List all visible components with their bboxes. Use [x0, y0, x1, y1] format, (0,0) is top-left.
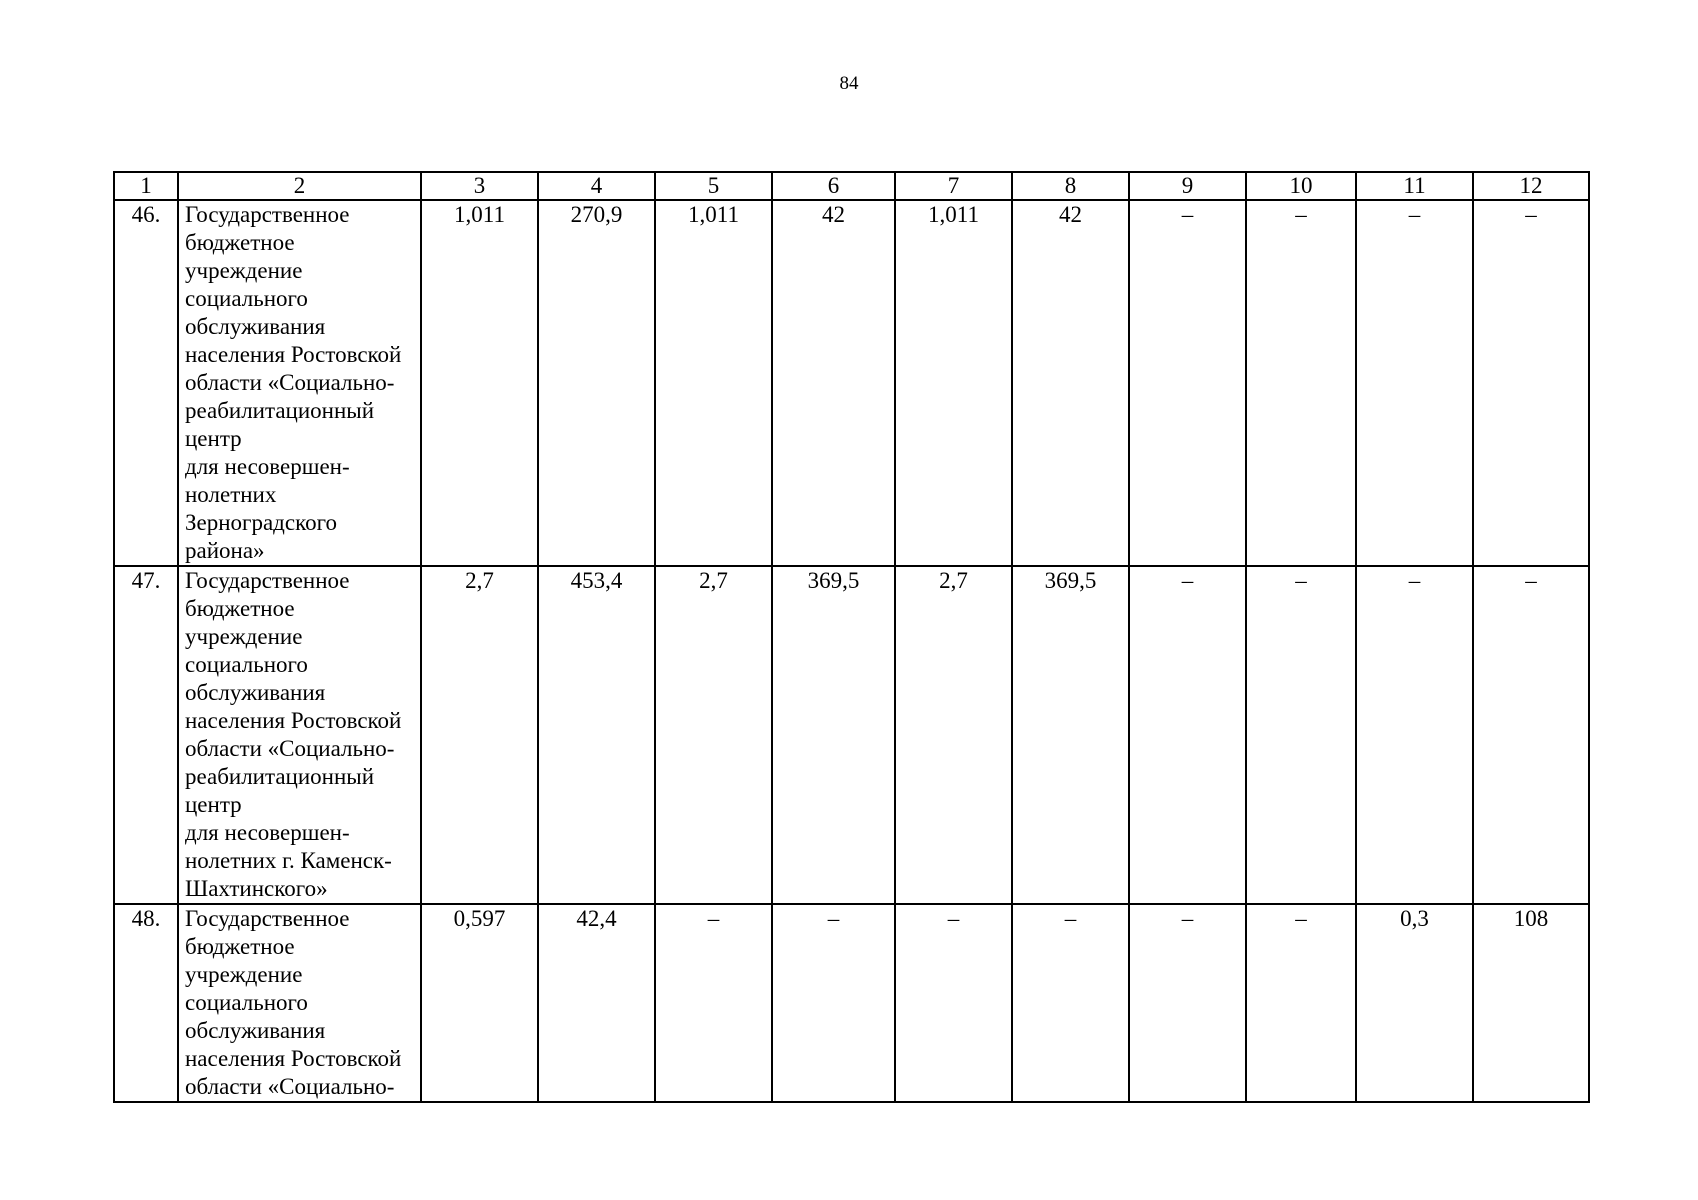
- institution-name-line: реабилитационный: [185, 398, 375, 423]
- value-cell-col-9: –: [1129, 566, 1246, 904]
- value-cell-col-6: 42: [772, 200, 895, 566]
- institution-name-line: нолетних г. Каменск-: [185, 848, 392, 873]
- value-cell-col-8: 42: [1012, 200, 1129, 566]
- institution-name-line: центр: [185, 426, 242, 451]
- institution-name-line: социального: [185, 286, 308, 311]
- value-cell-col-12: –: [1473, 200, 1589, 566]
- institution-name-line: Шахтинского»: [185, 876, 328, 901]
- value-cell-col-7: –: [895, 904, 1012, 1102]
- institution-name-line: социального: [185, 652, 308, 677]
- value-cell-col-6: –: [772, 904, 895, 1102]
- value-cell-col-5: –: [655, 904, 772, 1102]
- data-table: [113, 171, 1590, 1103]
- institution-name-line: области «Социально-: [185, 736, 395, 761]
- column-header-4: 4: [538, 172, 655, 200]
- value-cell-col-11: –: [1356, 566, 1473, 904]
- value-cell-col-3: 1,011: [421, 200, 538, 566]
- institution-name: [178, 200, 421, 566]
- institution-name-line: социального: [185, 990, 308, 1015]
- page-number: 84: [839, 73, 859, 94]
- value-cell-col-11: 0,3: [1356, 904, 1473, 1102]
- column-number-row: [114, 172, 1589, 200]
- institution-name-line: Государственное: [185, 202, 350, 227]
- institution-name-line: для несовершен-: [185, 820, 350, 845]
- institution-name-line: населения Ростовской: [185, 1046, 402, 1071]
- institution-name-line: населения Ростовской: [185, 708, 402, 733]
- institution-name-line: области «Социально-: [185, 1074, 395, 1099]
- column-header-9: 9: [1129, 172, 1246, 200]
- value-cell-col-10: –: [1246, 200, 1356, 566]
- row-number: 48.: [114, 904, 178, 1102]
- column-header-12: 12: [1473, 172, 1589, 200]
- value-cell-col-4: 42,4: [538, 904, 655, 1102]
- value-cell-col-3: 2,7: [421, 566, 538, 904]
- institution-name-line: реабилитационный: [185, 764, 375, 789]
- value-cell-col-11: –: [1356, 200, 1473, 566]
- institution-name-line: бюджетное: [185, 596, 295, 621]
- value-cell-col-5: 1,011: [655, 200, 772, 566]
- institution-name-line: учреждение: [185, 962, 303, 987]
- institution-name-line: бюджетное: [185, 230, 295, 255]
- column-header-1: 1: [114, 172, 178, 200]
- column-header-10: 10: [1246, 172, 1356, 200]
- value-cell-col-10: –: [1246, 904, 1356, 1102]
- row-number: 47.: [114, 566, 178, 904]
- institution-name-line: обслуживания: [185, 314, 326, 339]
- institution-name-line: бюджетное: [185, 934, 295, 959]
- column-header-5: 5: [655, 172, 772, 200]
- row-number: 46.: [114, 200, 178, 566]
- value-cell-col-8: –: [1012, 904, 1129, 1102]
- institution-name-line: области «Социально-: [185, 370, 395, 395]
- column-header-6: 6: [772, 172, 895, 200]
- value-cell-col-7: 2,7: [895, 566, 1012, 904]
- column-header-3: 3: [421, 172, 538, 200]
- institution-name-line: населения Ростовской: [185, 342, 402, 367]
- value-cell-col-10: –: [1246, 566, 1356, 904]
- institution-name-line: Зерноградского: [185, 510, 337, 535]
- value-cell-col-12: 108: [1473, 904, 1589, 1102]
- value-cell-col-6: 369,5: [772, 566, 895, 904]
- table-row: [114, 200, 1589, 566]
- institution-name-line: для несовершен-: [185, 454, 350, 479]
- table-row: [114, 904, 1589, 1102]
- value-cell-col-5: 2,7: [655, 566, 772, 904]
- value-cell-col-12: –: [1473, 566, 1589, 904]
- column-header-2: 2: [178, 172, 421, 200]
- column-header-11: 11: [1356, 172, 1473, 200]
- value-cell-col-7: 1,011: [895, 200, 1012, 566]
- column-header-7: 7: [895, 172, 1012, 200]
- institution-name: [178, 566, 421, 904]
- institution-name-line: района»: [185, 538, 265, 563]
- table-row: [114, 566, 1589, 904]
- value-cell-col-8: 369,5: [1012, 566, 1129, 904]
- institution-name-line: обслуживания: [185, 680, 326, 705]
- value-cell-col-9: –: [1129, 200, 1246, 566]
- institution-name-line: обслуживания: [185, 1018, 326, 1043]
- value-cell-col-3: 0,597: [421, 904, 538, 1102]
- value-cell-col-9: –: [1129, 904, 1246, 1102]
- value-cell-col-4: 453,4: [538, 566, 655, 904]
- value-cell-col-4: 270,9: [538, 200, 655, 566]
- institution-name-line: нолетних: [185, 482, 277, 507]
- institution-name-line: учреждение: [185, 624, 303, 649]
- institution-name-line: центр: [185, 792, 242, 817]
- column-header-8: 8: [1012, 172, 1129, 200]
- institution-name-line: Государственное: [185, 906, 350, 931]
- institution-name: [178, 904, 421, 1102]
- institution-name-line: Государственное: [185, 568, 350, 593]
- institution-name-line: учреждение: [185, 258, 303, 283]
